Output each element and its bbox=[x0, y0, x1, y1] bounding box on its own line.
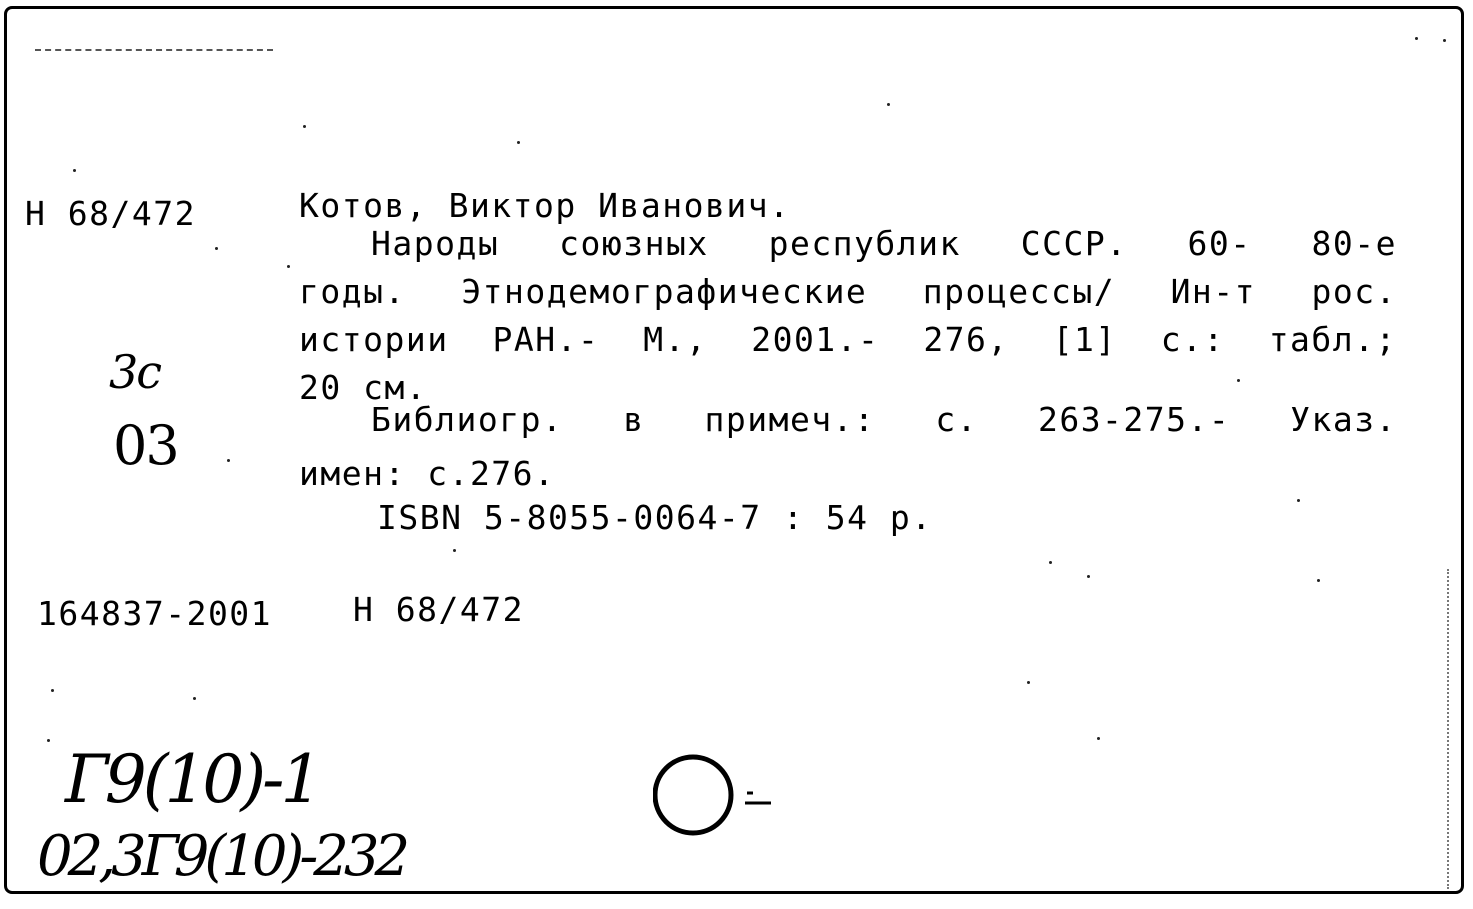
scan-speck bbox=[1317, 579, 1320, 582]
scan-speck bbox=[47, 739, 50, 742]
author-heading: Котов, Виктор Иванович. bbox=[299, 186, 791, 225]
word: в bbox=[623, 400, 645, 439]
handwritten-class-code-2: 02,3Г9(10)-232 bbox=[37, 824, 406, 889]
word: республик bbox=[768, 224, 961, 263]
word: процессы/ bbox=[922, 272, 1116, 311]
word: рос. bbox=[1311, 272, 1397, 311]
stamp-tick-icon bbox=[741, 785, 781, 809]
title-line-2 bbox=[299, 272, 1397, 311]
physical-size: 20 см. bbox=[299, 368, 428, 407]
handwritten-margin-code-2: 03 bbox=[113, 414, 178, 477]
top-dashed-rule bbox=[35, 49, 273, 51]
scan-speck bbox=[1049, 561, 1052, 564]
word: с.: bbox=[1160, 320, 1225, 359]
word: Библиогр. bbox=[371, 400, 564, 439]
circle-stamp-icon bbox=[653, 753, 737, 837]
word: табл.; bbox=[1268, 320, 1397, 359]
notes-line-1 bbox=[371, 400, 1397, 439]
word: 60- bbox=[1187, 224, 1252, 263]
scan-speck bbox=[1415, 37, 1418, 40]
scan-speck bbox=[215, 247, 218, 250]
shelfmark: Н 68/472 bbox=[25, 194, 196, 233]
scan-speck bbox=[193, 697, 196, 700]
notes-line-2: имен: с.276. bbox=[299, 454, 556, 493]
word: СССР. bbox=[1020, 224, 1128, 263]
word: 263-275.- bbox=[1037, 400, 1231, 439]
scan-speck bbox=[517, 141, 520, 144]
word: союзных bbox=[559, 224, 709, 263]
word: истории bbox=[299, 320, 449, 359]
handwritten-class-code-1: Г9(10)-1 bbox=[65, 741, 319, 818]
scan-speck bbox=[887, 103, 890, 106]
scan-speck bbox=[1443, 39, 1446, 42]
word: 276, bbox=[923, 320, 1009, 359]
scan-speck bbox=[453, 549, 456, 552]
word: с. bbox=[935, 400, 979, 439]
inventory-number: 164837-2001 bbox=[37, 594, 273, 633]
word: 2001.- bbox=[751, 320, 880, 359]
inventory-shelfmark: Н 68/472 bbox=[353, 590, 524, 629]
scan-speck bbox=[73, 169, 76, 172]
handwritten-margin-code-1: 3с bbox=[109, 345, 161, 399]
scan-speck bbox=[1087, 575, 1090, 578]
scan-speck bbox=[303, 125, 306, 128]
title-line-3 bbox=[299, 320, 1397, 359]
word: М., bbox=[643, 320, 708, 359]
scan-speck bbox=[1237, 379, 1240, 382]
right-dotted-edge bbox=[1447, 569, 1449, 889]
word: годы. bbox=[299, 272, 406, 311]
word: Ин-т bbox=[1170, 272, 1257, 311]
isbn-price: ISBN 5-8055-0064-7 : 54 р. bbox=[377, 498, 933, 537]
word: Этнодемографические bbox=[461, 272, 868, 311]
word: Указ. bbox=[1290, 400, 1397, 439]
title-line-1 bbox=[371, 224, 1397, 263]
scan-speck bbox=[1027, 681, 1030, 684]
word: РАН.- bbox=[492, 320, 600, 359]
word: Народы bbox=[371, 224, 500, 263]
word: [1] bbox=[1052, 320, 1117, 359]
scan-speck bbox=[1097, 737, 1100, 740]
scan-speck bbox=[287, 265, 290, 268]
word: примеч.: bbox=[704, 400, 876, 439]
scan-speck bbox=[1297, 499, 1300, 502]
catalog-card bbox=[4, 6, 1464, 894]
word: 80-е bbox=[1311, 224, 1397, 263]
scan-speck bbox=[51, 689, 54, 692]
scan-speck bbox=[227, 459, 230, 462]
